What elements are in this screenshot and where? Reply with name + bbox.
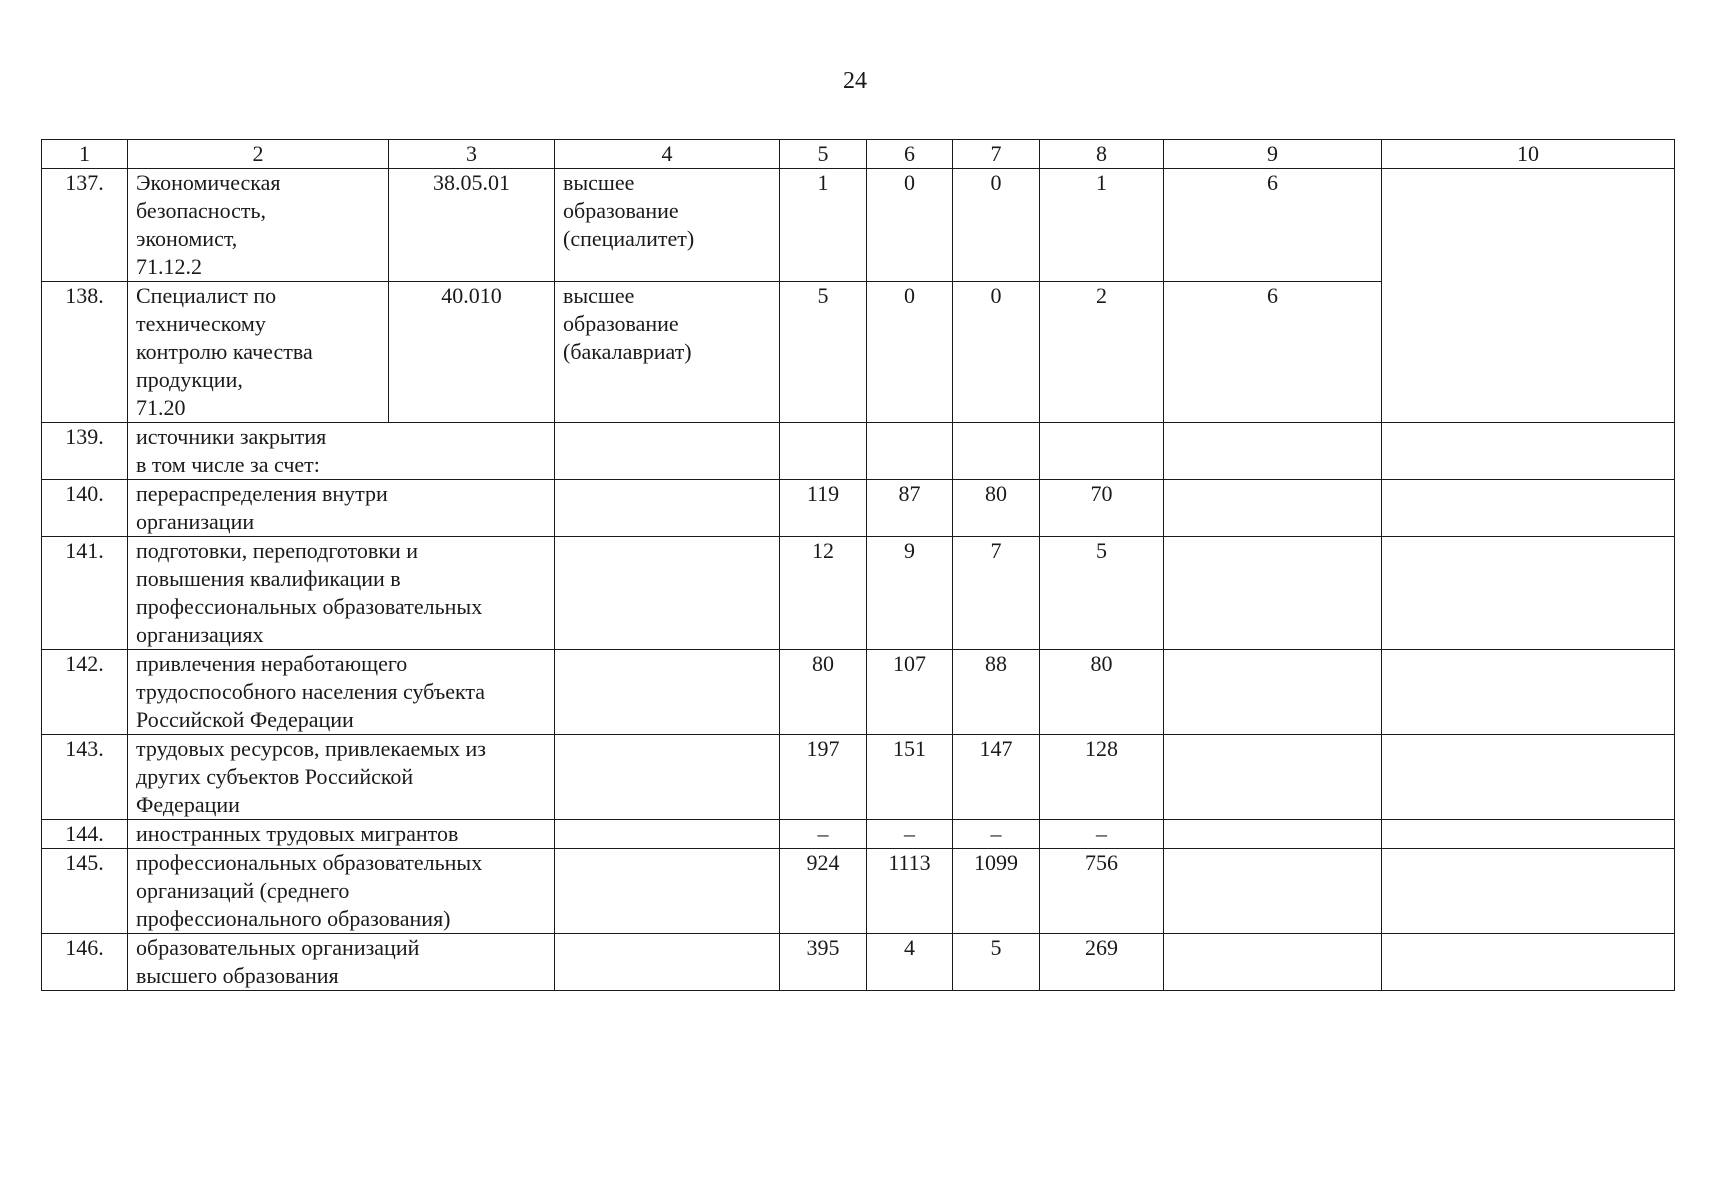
row-number: 140. <box>42 480 128 537</box>
education-level <box>555 282 780 423</box>
text-line: продукции, <box>136 367 243 392</box>
text-line: других субъектов Российской <box>136 764 414 789</box>
value-cell <box>1164 650 1382 735</box>
text-line: источники закрытия <box>136 424 327 449</box>
table-row <box>42 735 1675 820</box>
value-cell: 756 <box>1040 849 1164 934</box>
text-line: техническому <box>136 311 266 336</box>
value-cell <box>1382 934 1675 991</box>
table-row <box>42 934 1675 991</box>
text-line: высшего образования <box>136 963 339 988</box>
value-cell: 5 <box>1040 537 1164 650</box>
value-cell: 107 <box>867 650 953 735</box>
value-cell: 0 <box>953 169 1040 282</box>
empty-cell <box>555 537 780 650</box>
table-header-row <box>42 140 1675 169</box>
text-line: трудоспособного населения субъекта <box>136 679 486 704</box>
text-line: перераспределения внутри <box>136 481 388 506</box>
value-cell: 924 <box>780 849 867 934</box>
row-label <box>128 735 555 820</box>
profession-name <box>128 169 389 282</box>
text-line: подготовки, переподготовки и <box>136 538 418 563</box>
table-row <box>42 820 1675 849</box>
value-cell: 6 <box>1164 282 1382 423</box>
value-cell: 0 <box>953 282 1040 423</box>
value-cell: – <box>780 820 867 849</box>
value-cell: 1 <box>1040 169 1164 282</box>
value-cell: 119 <box>780 480 867 537</box>
value-cell <box>1382 423 1675 480</box>
page-number: 24 <box>843 68 867 94</box>
text-line: экономист, <box>136 226 238 251</box>
text-line: контролю качества <box>136 339 313 364</box>
empty-cell <box>555 820 780 849</box>
empty-cell <box>555 934 780 991</box>
value-cell: – <box>867 820 953 849</box>
value-cell <box>1164 820 1382 849</box>
text-line: (бакалавриат) <box>563 339 692 364</box>
value-cell: 1 <box>780 169 867 282</box>
value-cell <box>953 423 1040 480</box>
value-cell: 87 <box>867 480 953 537</box>
text-line: (специалитет) <box>563 226 695 251</box>
empty-cell <box>555 849 780 934</box>
empty-cell <box>555 735 780 820</box>
value-cell: – <box>953 820 1040 849</box>
row-number: 138. <box>42 282 128 423</box>
text-line: Российской Федерации <box>136 707 354 732</box>
value-cell <box>1382 849 1675 934</box>
value-cell: 70 <box>1040 480 1164 537</box>
text-line: в том числе за счет: <box>136 452 320 477</box>
text-line: иностранных трудовых мигрантов <box>136 821 459 846</box>
text-line: организации <box>136 509 255 534</box>
value-cell: 0 <box>867 169 953 282</box>
header-cell: 6 <box>867 140 953 169</box>
data-table <box>41 139 1675 991</box>
row-number: 142. <box>42 650 128 735</box>
value-cell: 1099 <box>953 849 1040 934</box>
value-cell: 128 <box>1040 735 1164 820</box>
value-cell <box>1382 537 1675 650</box>
header-cell: 3 <box>389 140 555 169</box>
text-line: Экономическая <box>136 170 281 195</box>
header-cell: 7 <box>953 140 1040 169</box>
text-line: привлечения неработающего <box>136 651 408 676</box>
value-cell: 88 <box>953 650 1040 735</box>
value-cell: 1113 <box>867 849 953 934</box>
text-line: Федерации <box>136 792 240 817</box>
education-level <box>555 169 780 282</box>
empty-cell <box>555 480 780 537</box>
value-cell <box>1164 480 1382 537</box>
row-label <box>128 650 555 735</box>
value-cell: 7 <box>953 537 1040 650</box>
empty-cell <box>555 423 780 480</box>
text-line: трудовых ресурсов, привлекаемых из <box>136 736 486 761</box>
table-row <box>42 480 1675 537</box>
table-row <box>42 650 1675 735</box>
value-cell <box>1382 650 1675 735</box>
value-cell: 395 <box>780 934 867 991</box>
header-cell: 4 <box>555 140 780 169</box>
text-line: высшее <box>563 283 635 308</box>
row-label <box>128 480 555 537</box>
header-cell: 1 <box>42 140 128 169</box>
row-number: 137. <box>42 169 128 282</box>
text-line: 71.20 <box>136 395 186 420</box>
value-cell: 4 <box>867 934 953 991</box>
specialty-code: 40.010 <box>389 282 555 423</box>
text-line: профессиональных образовательных <box>136 594 483 619</box>
text-line: профессионального образования) <box>136 906 451 931</box>
value-cell: 151 <box>867 735 953 820</box>
value-cell: 80 <box>1040 650 1164 735</box>
empty-cell <box>389 423 555 480</box>
table-row <box>42 849 1675 934</box>
value-cell <box>1164 423 1382 480</box>
text-line: организаций (среднего <box>136 878 350 903</box>
row-number: 145. <box>42 849 128 934</box>
text-line: организациях <box>136 622 264 647</box>
value-cell: 197 <box>780 735 867 820</box>
table-row <box>42 169 1675 282</box>
value-cell <box>1382 735 1675 820</box>
text-line: 71.12.2 <box>136 254 202 279</box>
profession-name <box>128 282 389 423</box>
row-number: 141. <box>42 537 128 650</box>
text-line: образование <box>563 311 679 336</box>
row-number: 139. <box>42 423 128 480</box>
value-cell <box>1382 480 1675 537</box>
specialty-code: 38.05.01 <box>389 169 555 282</box>
table-row <box>42 423 1675 480</box>
row-label <box>128 849 555 934</box>
value-cell <box>1164 934 1382 991</box>
text-line: Специалист по <box>136 283 277 308</box>
text-line: образование <box>563 198 679 223</box>
value-cell <box>780 423 867 480</box>
value-cell <box>1164 849 1382 934</box>
row-label <box>128 820 555 849</box>
row-number: 144. <box>42 820 128 849</box>
row-label <box>128 423 389 480</box>
text-line: профессиональных образовательных <box>136 850 483 875</box>
text-line: безопасность, <box>136 198 267 223</box>
value-cell: 9 <box>867 537 953 650</box>
empty-cell <box>555 650 780 735</box>
text-line: образовательных организаций <box>136 935 420 960</box>
value-cell: 2 <box>1040 282 1164 423</box>
value-cell: 12 <box>780 537 867 650</box>
value-cell: 5 <box>780 282 867 423</box>
value-cell: 269 <box>1040 934 1164 991</box>
value-cell: – <box>1040 820 1164 849</box>
value-cell <box>1164 735 1382 820</box>
table-row <box>42 537 1675 650</box>
row-label <box>128 934 555 991</box>
row-number: 143. <box>42 735 128 820</box>
header-cell: 8 <box>1040 140 1164 169</box>
value-cell: 80 <box>953 480 1040 537</box>
value-cell: 80 <box>780 650 867 735</box>
header-cell: 10 <box>1382 140 1675 169</box>
text-line: повышения квалификации в <box>136 566 401 591</box>
value-cell <box>1382 820 1675 849</box>
value-cell: 147 <box>953 735 1040 820</box>
header-cell: 5 <box>780 140 867 169</box>
header-cell: 2 <box>128 140 389 169</box>
value-cell <box>1164 537 1382 650</box>
value-cell <box>1040 423 1164 480</box>
row-label <box>128 537 555 650</box>
value-cell: 6 <box>1164 169 1382 282</box>
value-cell: 5 <box>953 934 1040 991</box>
row-number: 146. <box>42 934 128 991</box>
value-cell <box>1382 169 1675 423</box>
value-cell <box>867 423 953 480</box>
text-line: высшее <box>563 170 635 195</box>
header-cell: 9 <box>1164 140 1382 169</box>
value-cell: 0 <box>867 282 953 423</box>
